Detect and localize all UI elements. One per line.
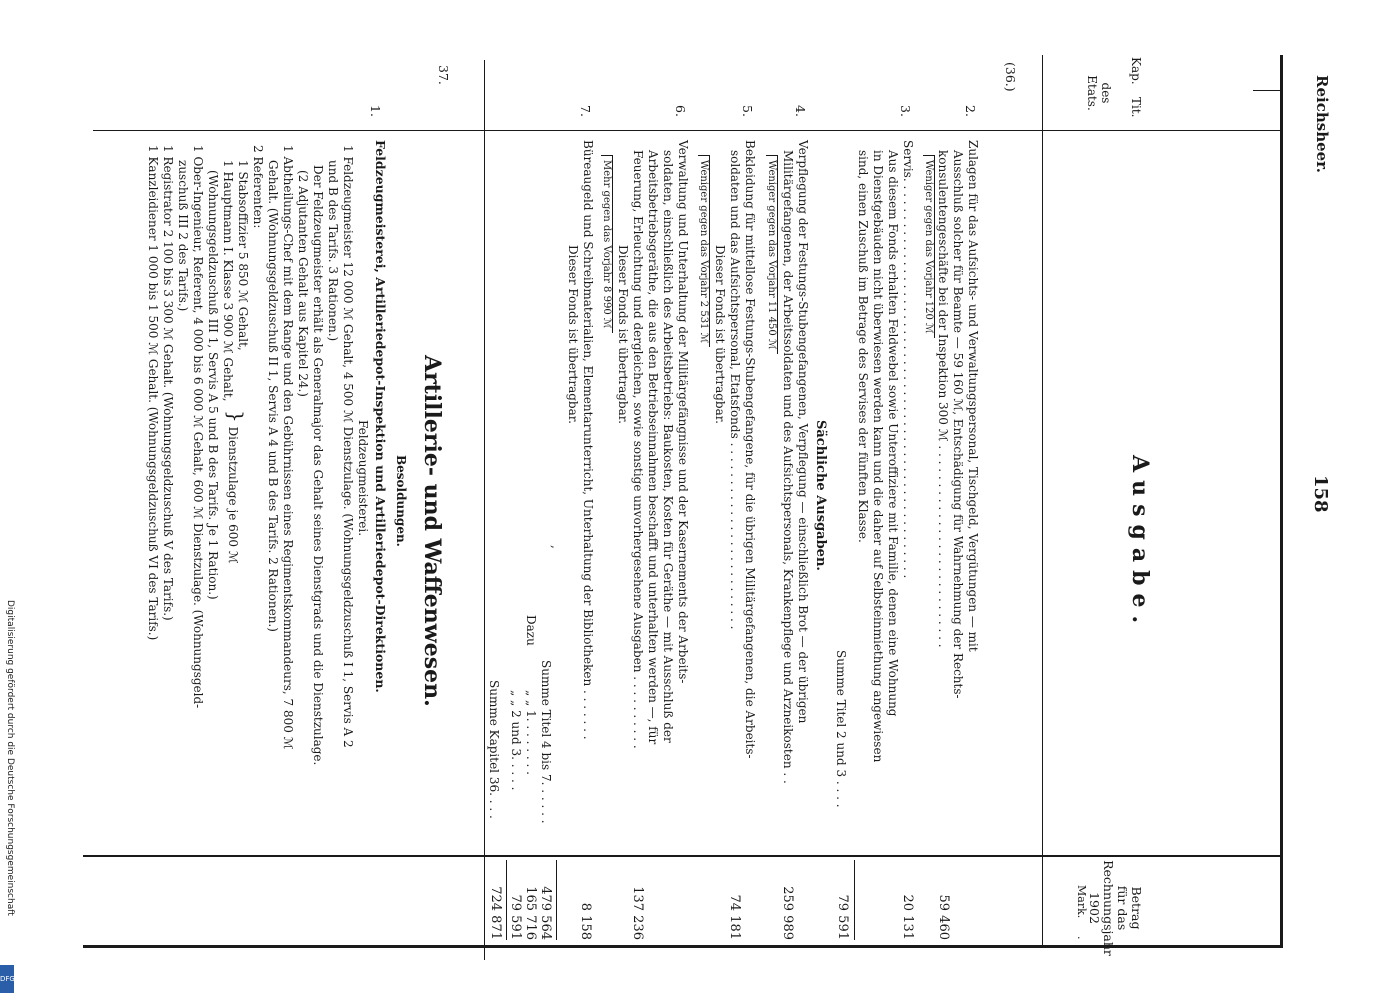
item-text: (2 Adjutanten Gehalt aus Kapitel 24.) — [296, 170, 310, 397]
page-number: 158 — [1310, 475, 1331, 513]
brace-note: Dienstzulage je 600 ℳ — [226, 426, 240, 564]
amount: 259 989 — [780, 886, 795, 940]
col-header-mark: Mark. — [1075, 885, 1088, 919]
col-header-etats: des Etats. — [1085, 75, 1113, 111]
col-header-betrag — [1087, 860, 1143, 956]
item-text: Verwaltung und Unterhaltung der Militärgefängnisse und der Kasernements der Arbeits- — [676, 140, 690, 684]
titel-number: 6. — [673, 105, 688, 117]
sum-label: Summe Kapitel 36. . . . — [487, 680, 501, 819]
amount: 137 236 — [630, 886, 645, 940]
item-text: Dieser Fonds ist übertragbar. — [713, 245, 727, 424]
col-rule-amount — [83, 855, 1283, 857]
col-header-tit: Tit. — [1129, 97, 1143, 118]
item-text: 1 Registrator 2 100 bis 3 300 ℳ Gehalt. (Wohnungsgeldzuschuß V des Tarifs.) — [161, 145, 175, 621]
amount: 74 181 — [727, 894, 742, 940]
table-header-rule — [1042, 55, 1043, 945]
item-text: konsulentengeschäfte bei der Inspektion 300 ℳ . . . . . . . . . . . . . . . . . . . . . . . . . . . — [936, 150, 950, 648]
amount: 479 564 — [538, 886, 553, 940]
amount: 20 131 — [900, 894, 915, 940]
dfg-logo: DFG — [0, 965, 14, 993]
sum-rule — [556, 860, 557, 940]
col-rule-kap — [1253, 90, 1283, 91]
betrag-line: für das — [1115, 885, 1130, 931]
titel-heading: Feldzeugmeisterei, Artilleriedepot-Inspektion und Artilleriedepot-Direktionen. — [373, 140, 388, 693]
amount: 8 158 — [578, 902, 593, 940]
titel-number: 3. — [898, 105, 913, 117]
item-text: Feldzeugmeisterei. — [356, 420, 370, 537]
sum-rule — [506, 860, 507, 940]
chapter-rule — [484, 60, 485, 960]
col-header-mark-dot: . — [1075, 936, 1088, 940]
betrag-line: Betrag — [1129, 886, 1144, 930]
kapitel-prev-number: (36.) — [1003, 62, 1018, 92]
item-text: 2 Referenten: — [251, 145, 265, 229]
change-note: Weniger gegen das Vorjahr 11 450 ℳ — [766, 155, 778, 354]
amount: 79 591 — [835, 894, 850, 940]
item-text: Servis. . . . . . . . . . . . . . . . . . . . . . . . . . . . . . . . . . . . . . . . . . . . . . . . . . . . . — [901, 140, 915, 579]
item-text: Dieser Fonds ist übertragbar. — [566, 245, 580, 424]
item-text: Arbeitsbetriebsgeräthe, die aus den Betriebseinnahmen beschafft und unterhalten werden —, für — [646, 150, 660, 745]
sum-label: „ „ 1. . . . . . . . — [524, 690, 538, 775]
titel-number: 5. — [740, 105, 755, 117]
item-text: in Dienstgebäuden nicht überwiesen werden kann und die daher auf Selbsteinmiethung angewiesen — [871, 150, 885, 763]
amount: 724 871 — [488, 886, 503, 940]
sum-label: Summe Titel 2 und 3 . . . . — [834, 650, 848, 808]
item-text: Militärgefangenen, der Arbeitssoldaten und des Aufsichtspersonals, Krankenpflege und Arzneikosten . . — [781, 150, 795, 784]
titel-number: 7. — [578, 105, 593, 117]
item-text: soldaten, einschließlich des Arbeitsbetriebs: Baukosten, Kosten für Geräthe — mit Ausschluß der — [661, 150, 675, 743]
section-heading-sach: Sächliche Ausgaben. — [813, 420, 828, 571]
item-text: soldaten und das Aufsichtspersonal, Etatsfonds . . . . . . . . . . . . . . . . . . . . . . . . . — [728, 150, 742, 630]
change-note: Mehr gegen das Vorjahr 8 990 ℳ — [601, 155, 613, 333]
titel-number: 4. — [793, 105, 808, 117]
betrag-line: 1902 — [1087, 892, 1102, 924]
col-header-kap: Kap. — [1129, 57, 1143, 85]
change-note: Weniger gegen das Vorjahr 120 ℳ — [923, 155, 935, 338]
item-text: und B des Tarifs. 3 Rationen.) — [326, 160, 340, 342]
amount: 59 460 — [936, 894, 951, 940]
item-text: 1 Ober-Ingenieur, Referent, 4 000 bis 6 000 ℳ Gehalt, 600 ℳ Dienstzulage. (Wohnungsgeld- — [191, 145, 205, 709]
item-text: 1 Kanzleidiener 1 000 bis 1 500 ℳ Gehalt. (Wohnungsgeldzuschuß VI des Tarifs.) — [146, 145, 160, 641]
item-text: sind, einen Zuschuß im Betrage des Servises der fünften Klasse. — [856, 150, 870, 543]
amount: 165 716 — [523, 886, 538, 940]
col-rule-tit — [93, 130, 1283, 131]
item-text: Zulagen für das Aufsichts- und Verwaltungspersonal, Tischgeld, Vergütungen — mit — [966, 140, 980, 652]
item-text: Aus diesem Fonds erhalten Feldwebel sowie Unteroffiziere mit Familie, denen eine Wohnung — [886, 150, 900, 717]
item-text: 1 Feldzeugmeister 12 000 ℳ Gehalt, 4 500 ℳ Dienstzulage. (Wohnungsgeldzuschuß I 1, Servis A 2 — [341, 145, 355, 748]
page-title: Ausgabe. — [1127, 455, 1153, 632]
kapitel-number: 37. — [436, 65, 451, 85]
item-text: Ausschluß solcher für Beamte — 59 160 ℳ, Entschädigung für Wahrnehmung der Rechts- — [951, 150, 965, 699]
sum-label: „ „ 2 und 3. . . . . — [509, 690, 523, 791]
item-text: Feuerung, Erleuchtung und dergleichen, sowie sonstige unvorhergesehene Ausgaben . . . . . . . . . . — [631, 150, 645, 749]
item-text: (Wohnungsgeldzuschuß III 1, Servis A 5 und B des Tarifs. Je 1 Ration.) — [206, 170, 220, 600]
sum-rule — [854, 860, 855, 940]
item-text: Büreaugeld und Schreibmaterialien, Elementarunterricht, Unterhaltung der Bibliotheken . . . . . . . — [581, 140, 595, 740]
change-note: Weniger gegen das Vorjahr 2 531 ℳ — [698, 155, 710, 347]
brace-text — [224, 410, 248, 564]
item-text: Gehalt. (Wohnungsgeldzuschuß II 1, Servis A 4 und B des Tarifs. 2 Rationen.) — [266, 160, 280, 632]
item-text: 1 Hauptmann I. Klasse 3 900 ℳ Gehalt, — [221, 160, 235, 402]
brace-glyph: } — [224, 410, 248, 423]
running-header — [1291, 0, 1331, 1000]
comma-mark: , — [549, 545, 563, 549]
item-text: Bekleidung für mittellose Festungs-Stubengefangene, für die übrigen Militärgefangenen, die Arbeits- — [743, 140, 757, 759]
item-text: Verpflegung der Festungs-Stubengefangenen, Verpflegung — einschließlich Brot — der übrigen — [796, 140, 810, 724]
chapter-heading: Artillerie- und Waffenwesen. — [419, 355, 445, 707]
sum-label: Dazu — [524, 615, 538, 646]
amount: 79 591 — [508, 894, 523, 940]
running-head: Reichsheer. — [1313, 75, 1331, 173]
subheading: Besoldungen. — [394, 455, 408, 547]
table-top-rule — [1280, 55, 1283, 945]
item-text: 1 Stabsoffizier 5 850 ℳ Gehalt, — [236, 160, 250, 351]
titel-number: 2. — [963, 105, 978, 117]
item-text: Dieser Fonds ist übertragbar. — [616, 245, 630, 424]
item-text: 1 Abtheilungs-Chef mit dem Range und den Gebührnissen eines Regimentskommandeurs, 7 800 ℳ — [281, 145, 295, 750]
sum-label: Summe Titel 4 bis 7. . . . . . — [539, 660, 553, 824]
digitization-notice: Digitalisierung gefördert durch die Deutsche Forschungsgemeinschaft — [5, 600, 15, 916]
betrag-line: Rechnungsjahr — [1101, 860, 1116, 956]
item-text: Der Feldzeugmeister erhält als Generalmajor das Gehalt seines Dienstgrads und die Dienstzulage. — [311, 165, 325, 766]
item-text: zuschuß III 2 des Tarifs.) — [176, 160, 190, 312]
titel-number: 1. — [368, 105, 383, 117]
